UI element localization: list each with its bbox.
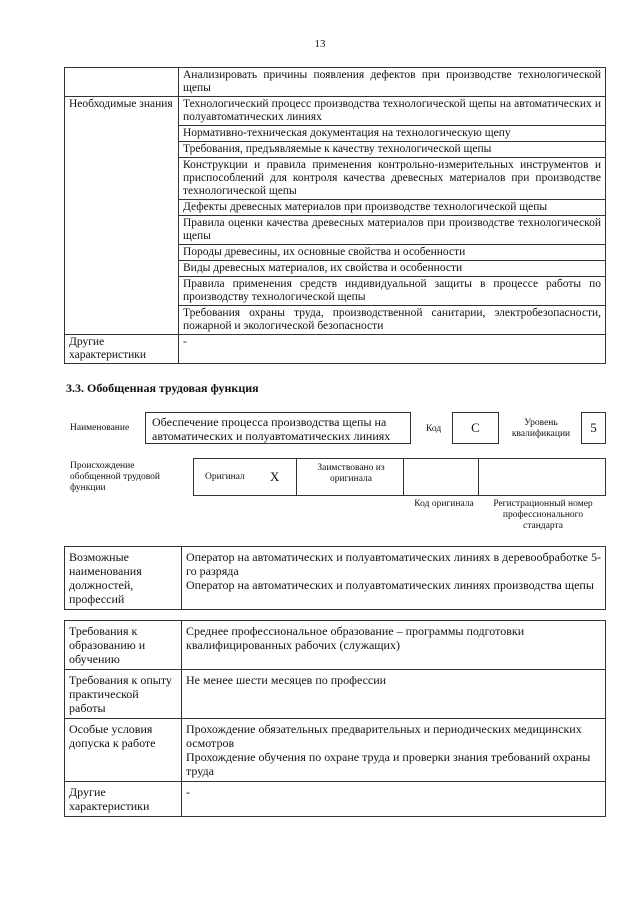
empty-label-cell bbox=[65, 68, 179, 97]
borrowed-label: Заимствовано из оригинала bbox=[317, 463, 385, 484]
knowledge-item: Правила оценки качества древесных материалов при производстве технологической щепы bbox=[179, 216, 606, 245]
origin-divider bbox=[478, 458, 479, 496]
knowledge-item: Требования охраны труда, производственной санитарии, электробезопасности, пожарной и экологической безопасности bbox=[179, 306, 606, 335]
other-value: - bbox=[179, 335, 606, 364]
position-item: Оператор на автоматических и полуавтоматических линиях в деревообработке 5-го разряда bbox=[186, 550, 602, 578]
table-row bbox=[65, 97, 606, 126]
table-row bbox=[65, 719, 606, 782]
table-cell: Анализировать причины появления дефектов при производстве технологической щепы bbox=[179, 68, 606, 97]
origin-label: Происхождение обобщенной трудовой функции bbox=[70, 461, 160, 493]
table-row bbox=[65, 670, 606, 719]
other-value: - bbox=[182, 782, 606, 817]
other-label: Другие характеристики bbox=[65, 782, 182, 817]
level-label: Уровень квалификации bbox=[511, 418, 571, 439]
positions-label: Возможные наименования должностей, профессий bbox=[65, 547, 182, 610]
other-label: Другие характеристики bbox=[65, 335, 179, 364]
table-row bbox=[65, 547, 606, 610]
level-value: 5 bbox=[581, 412, 606, 444]
special-label: Особые условия допуска к работе bbox=[65, 719, 182, 782]
exp-value: Не менее шести месяцев по профессии bbox=[182, 670, 606, 719]
positions-values bbox=[182, 547, 606, 610]
knowledge-item: Технологический процесс производства технологической щепы на автоматических и полуавтоматических линиях bbox=[179, 97, 606, 126]
edu-value: Среднее профессиональное образование – программы подготовки квалифицированных рабочих (служащих) bbox=[182, 621, 606, 670]
knowledge-label: Необходимые знания bbox=[65, 97, 179, 335]
knowledge-table bbox=[64, 67, 606, 364]
code-label: Код bbox=[426, 424, 442, 434]
knowledge-item: Конструкции и правила применения контрольно-измерительных инструментов и приспособлений для контроля качества древесных материалов при производстве технологической щепы bbox=[179, 158, 606, 200]
code-value: C bbox=[452, 412, 499, 444]
special-values bbox=[182, 719, 606, 782]
requirements-table bbox=[64, 620, 606, 817]
special-item: Прохождение обязательных предварительных и периодических медицинских осмотров bbox=[186, 722, 582, 750]
edu-label: Требования к образованию и обучению bbox=[65, 621, 182, 670]
section-title: 3.3. Обобщенная трудовая функция bbox=[66, 381, 259, 395]
table-row bbox=[65, 782, 606, 817]
table-row bbox=[65, 621, 606, 670]
page-number: 13 bbox=[314, 38, 326, 50]
special-item: Прохождение обучения по охране труда и проверки знания требований охраны труда bbox=[186, 750, 591, 778]
knowledge-item: Правила применения средств индивидуальной защиты в процессе работы по производству технологической щепы bbox=[179, 277, 606, 306]
exp-label: Требования к опыту практической работы bbox=[65, 670, 182, 719]
table-row bbox=[65, 68, 606, 97]
position-item: Оператор на автоматических и полуавтоматических линиях производства щепы bbox=[186, 578, 594, 592]
knowledge-item: Нормативно-техническая документация на технологическую щепу bbox=[179, 126, 606, 142]
name-label: Наименование bbox=[70, 423, 130, 433]
name-value: Обеспечение процесса производства щепы на автоматических и полуавтоматических линиях bbox=[145, 412, 411, 444]
knowledge-item: Виды древесных материалов, их свойства и особенности bbox=[179, 261, 606, 277]
knowledge-item: Требования, предъявляемые к качеству технологической щепы bbox=[179, 142, 606, 158]
original-mark: X bbox=[270, 469, 280, 484]
positions-table bbox=[64, 546, 606, 610]
reg-num-label: Регистрационный номер профессионального стандарта bbox=[493, 499, 593, 531]
orig-code-label: Код оригинала bbox=[414, 499, 474, 509]
table-row bbox=[65, 335, 606, 364]
original-label: Оригинал bbox=[205, 472, 245, 482]
knowledge-item: Породы древесины, их основные свойства и особенности bbox=[179, 245, 606, 261]
knowledge-item: Дефекты древесных материалов при производстве технологической щепы bbox=[179, 200, 606, 216]
